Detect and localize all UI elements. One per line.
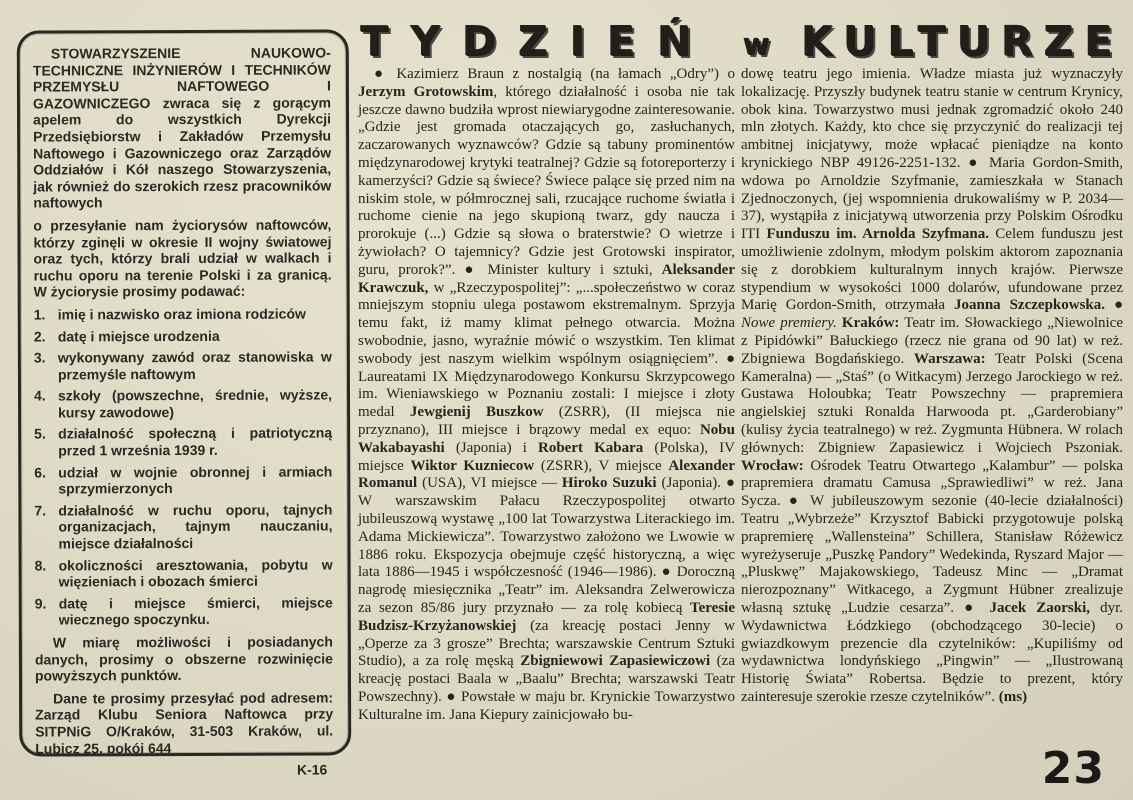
text-segment: (USA), VI miejsce — <box>417 475 562 492</box>
text-segment: Zbigniewowi Zapasiewiczowi <box>520 653 711 670</box>
item-number: 9. <box>34 595 47 612</box>
text-segment: Kraków: <box>841 315 900 332</box>
text-segment: Jerzym Grotowskim <box>358 83 494 100</box>
text-segment: Aleksander Krawczuk, <box>358 261 735 296</box>
headline-word-w: w <box>742 27 772 61</box>
biography-requirement-item <box>34 463 332 497</box>
text-segment: Teresie Budzisz-Krzyżanowskiej <box>358 599 735 634</box>
biography-requirement-item <box>34 327 332 345</box>
text-segment: dyr. Wydawnictwa Łódzkiego (obchodzącego 30-lecie) o gwiazdkowym prezencie dla czytelników: „Kupiliśmy od wydawnictwa londyńskiego „Pingwin” — „Ilustrowaną Historię Świata” Robertsa. Będzie to prezent, który zainteresuje szerokie rzesze czytelników”. <box>741 599 1123 705</box>
text-segment: (za kreację postaci Baala w „Baalu” Brechta; warszawski Teatr Powszechny). ● Powstałe w maju br. Krynickie Towarzystwo Kulturalne im. Jana Kiepury zainicjowało bu- <box>358 653 735 723</box>
text-segment: (Japonia) i <box>444 439 538 456</box>
text-segment: Joanna Szczepkowska. <box>953 297 1106 314</box>
item-number: 4. <box>33 387 46 404</box>
text-segment: Jewgienij Buszkow <box>409 404 544 421</box>
text-segment: ● Kazimierz Braun z nostalgią (na łamach „Odry”) o <box>374 66 735 82</box>
item-text: działalność w ruchu oporu, tajnych organizacjach, tajnym nauczaniu, miejsce działalności <box>58 501 333 552</box>
notice-appeal-paragraph: o przesyłanie nam życiorysów naftowców, którzy zginęli w okresie II wojny światowej oraz tych, którzy brali udział w walkach i ruchu oporu na terenie Polski i za granicą. W życiorysie prosimy podawać: <box>33 216 332 300</box>
item-number: 7. <box>34 502 47 519</box>
biography-requirement-item <box>34 305 332 323</box>
page-number: 23 <box>1041 743 1105 794</box>
text-segment: (Polska), IV miejsce <box>358 439 735 474</box>
section-headline <box>360 10 1123 64</box>
notice-intro-paragraph: STOWARZYSZENIE NAUKOWO-TECHNICZNE INŻYNIERÓW I TECHNIKÓW PRZEMYSŁU NAFTOWEGO I GAZOWNICZEGO zwraca się z gorącym apelem do wszystkich Dyrekcji Przedsiębiorstw i Zakładów Przemysłu Naftowego i Gazowniczego oraz Zarządów Oddziałów i Kół naszego Stowarzyszenia, jak również do szerokich rzesz pracowników naftowych <box>32 44 332 211</box>
item-text: imię i nazwisko oraz imiona rodziców <box>57 305 306 323</box>
biography-requirement-item <box>34 425 332 459</box>
item-number: 5. <box>34 425 46 442</box>
text-segment: Robert Kabara <box>537 439 644 456</box>
culture-column-left-text <box>358 66 735 724</box>
advert-code: K-16 <box>296 761 328 778</box>
text-segment: Warszawa: <box>913 350 986 367</box>
culture-column-right-text <box>741 66 1123 707</box>
item-number: 2. <box>33 327 46 345</box>
biography-requirement-item <box>35 556 333 590</box>
item-text: okoliczności aresztowania, pobytu w więzieniach i obozach śmierci <box>58 556 333 590</box>
item-text: datę i miejsce śmierci, miejsce wiecznego spoczynku. <box>58 594 333 628</box>
text-segment: Teatr im. Słowackiego „Niewolnice z Pipidówki” Bałuckiego (rzecz nie grana od 90 lat) w reż. Zbigniewa Bogdańskiego. <box>741 315 1124 367</box>
text-segment: Celem funduszu jest umożliwienie zdolnym, młodym polskim aktorom zapoznania się z dorobkiem kulturalnym innych krajów. Pierwsze stypendium w wysokości 1000 dolarów, ufundowane przez Marię Gordon-Smith, otrzymała <box>741 226 1123 314</box>
biography-requirement-item <box>34 387 332 421</box>
text-segment: Jacek Zaorski, <box>989 599 1090 616</box>
text-segment: Alexander Romanul <box>358 457 735 492</box>
notice-address-paragraph: Dane te prosimy przesyłać pod adresem: Zarząd Klubu Seniora Naftowca przy SITPNiG O/Kraków, 31-503 Kraków, ul. Lubicz 25, pokój 644 <box>35 689 334 757</box>
culture-column-right <box>741 66 1123 782</box>
text-segment: Ośrodek Teatru Otwartego „Kalambur” — polska prapremiera dramatu Camusa „Sprawiedliwi” w reż. Jana Sycza. ● W jubileuszowym sezonie (40-lecie działalności) Teatru „Wybrzeże” Krzysztof Babicki przygotowuje polską prapremierę „Wallensteina” Schillera, Stanisław Różewicz wyreżyseruje „Puszkę Pandory” Wedekinda, Ryszard Major — „Pluskwę” Majakowskiego, Tadeusz Minc — „Dramat nierozpoznany” Witkacego, a Zygmunt Hübner zrealizuje własną sztukę „Ludzie cesarza”. ● <box>741 457 1123 616</box>
biography-requirement-item <box>34 349 332 383</box>
item-number: 6. <box>34 464 46 481</box>
text-segment: (ZSRR), V miejsce <box>534 457 669 474</box>
headline-word-tydzien: TYDZIEŃ <box>360 17 713 65</box>
item-text: datę i miejsce urodzenia <box>57 327 220 344</box>
text-segment: , którego działalność i osoba nie tak jeszcze dawno budziła wprost niewiarygodne zainteresowanie. „Gdzie jest gromada otaczających go, zasłuchanych, zaczarowanych wyznawców? Gdzie są tabuny prominentów międzynarodowej krytyki teatralnej? Gdzie są fotoreporterzy i kamerzyści? Gdzie są świece? Świece palące się przed nim na niskim stole, w półmrocznej sali, rzucające ruchome światła i ruchome cienie na jego skupioną twarz, gdy naucza i prorokuje (...) Gdzie są słowa o braterstwie? O wietrze i żywiołach? O tajemnicy? Gdzie jest Grotowski inspirator, guru, prorok?”. ● Minister kultury i sztuki, <box>358 83 735 278</box>
item-text: działalność społeczną i patriotyczną przed 1 września 1939 r. <box>58 424 333 459</box>
biography-requirement-item <box>35 594 333 628</box>
text-segment: (ZSRR), (II miejsca nie przyznano), III miejsce i brązowy medal ex equo: <box>358 404 735 438</box>
item-text: wykonywany zawód oraz stanowiska w przemyśle naftowym <box>57 348 332 383</box>
text-segment: Wrocław: <box>741 457 804 474</box>
biography-requirements-list <box>34 305 333 628</box>
item-text: udział w wojnie obronnej i armiach sprzymierzonych <box>58 463 333 497</box>
text-segment: Wiktor Kuzniecow <box>410 457 535 474</box>
text-segment: Hiroko Suzuki <box>561 475 657 492</box>
text-segment: (za kreację postaci Jenny w „Operze za 3 grosze” Brechta; warszawskie Centrum Sztuki Studio), a za rolę męską <box>358 617 735 670</box>
text-segment: dowę teatru jego imienia. Władze miasta już wyznaczyły lokalizację. Przyszły budynek teatru stanie w centrum Krynicy, obok kina. Towarzystwo musi jednak zgromadzić około 240 mln złotych. Każdy, kto chce się przyczynić do realizacji tej ambitnej inicjatywy, może wpłacać pieniądze na konto krynickiego NBP 49126-2251-132. ● Maria Gordon-Smith, wdowa po Arnoldzie Szyfmanie, zamieszkała w Stanach Zjednoczonych, (jej wspomnienia drukowaliśmy w P. 2034—37), wystąpiła z inicjatywą utworzenia przy Polskim Ośrodku ITI <box>741 66 1123 243</box>
text-segment: Nobu Wakabayashi <box>358 421 735 456</box>
text-segment: Funduszu im. Arnolda Szyfmana. <box>766 226 989 243</box>
text-segment: (ms) <box>998 688 1028 705</box>
text-segment: ● <box>1105 297 1123 314</box>
item-text: szkoły (powszechne, średnie, wyższe, kursy zawodowe) <box>57 386 333 421</box>
item-number: 3. <box>33 349 46 366</box>
item-number: 1. <box>33 306 46 323</box>
text-segment: Teatr Polski (Scena Kameralna) — „Staś” (o Witkacym) Jerzego Jarockiego w reż. Gustawa Holoubka; Teatr Powszechny — prapremiera angielskiej sztuki Ronalda Harwooda pt. „Garderobiany” (kulisy życia teatralnego) w reż. Zygmunta Hübnera. W rolach głównych: Zbigniew Zapasiewicz i Wojciech Pszoniak. <box>741 350 1123 456</box>
culture-column-left <box>358 66 735 782</box>
notice-note-paragraph: W miarę możliwości i posiadanych danych, prosimy o obszerne rozwinięcie powyższych punktów. <box>34 633 333 684</box>
text-segment: Nowe premiery. <box>741 315 837 332</box>
text-segment: (Japonia). ● W warszawskim Pałacu Rzeczypospolitej otwarto jubileuszową wystawę „100 lat Towarzystwa Literackiego im. Adama Mickiewicza”. Towarzystwo założono we Lwowie w 1886 roku. Ekspozycja obejmuje część historyczną, a więc lata 1886—1945 i współczesność (1946—1986). ● Doroczną nagrodę miesięcznika „Teatr” im. Aleksandra Zelwerowicza za sezon 85/86 jury przyznało — za rolę kobiecą <box>358 475 735 616</box>
headline-word-kulturze: KULTURZE <box>800 17 1123 65</box>
text-segment: w „Rzeczypospolitej”: „...społeczeństwo w coraz mniejszym stopniu ulega postawom ekstremalnym. Sprzyja temu fakt, iż mamy klimat pełnego otwarcia. Można swobodnie, jasno, wyraźnie mówić o wszystkim. Ten klimat swobody jest naszym wielkim wspólnym osiągnięciem”. ● Laureatami IX Międzynarodowego Konkursu Skrzypcowego im. Wieniawskiego w Poznaniu zostali: I miejsce i złoty medal <box>358 279 735 421</box>
item-number: 8. <box>34 557 47 574</box>
biography-requirement-item <box>34 501 332 552</box>
association-notice-box <box>17 29 352 778</box>
